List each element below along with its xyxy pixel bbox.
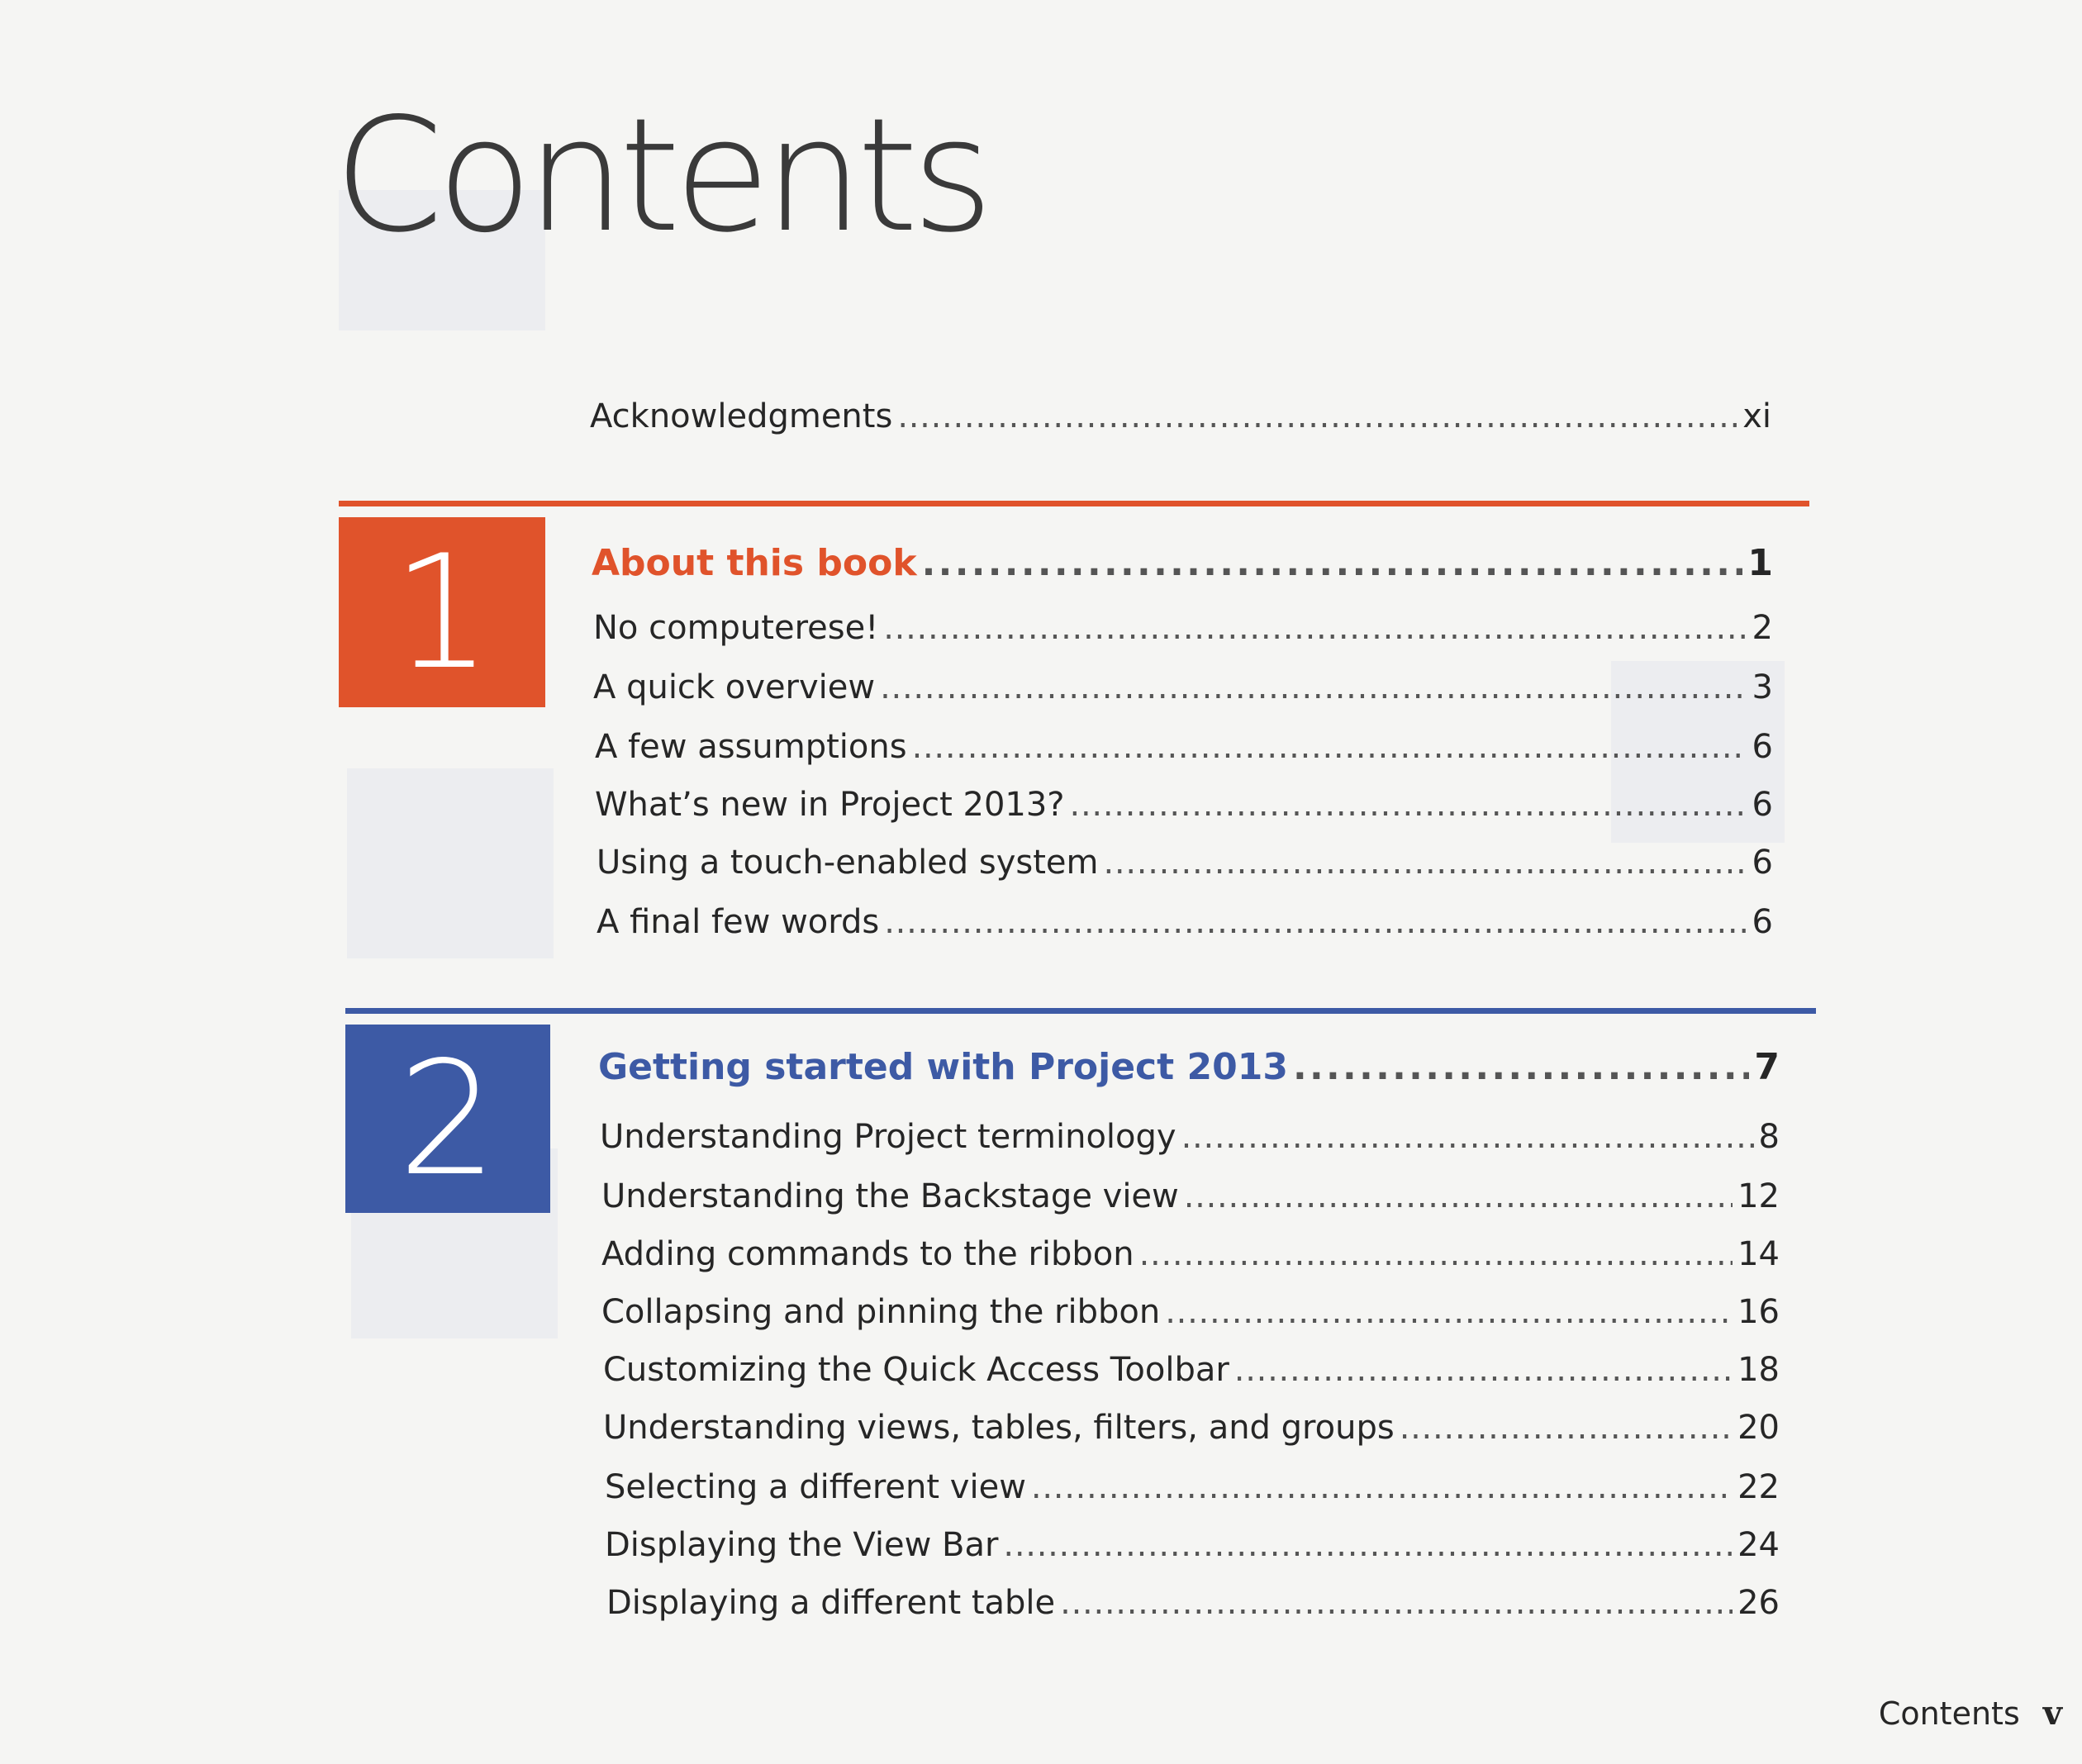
chapter-title-label: About this book — [592, 542, 917, 584]
toc-entry-page: 6 — [1752, 728, 1773, 766]
toc-entry-page: 24 — [1737, 1526, 1780, 1564]
dot-leader — [1400, 1411, 1733, 1444]
chapter-number: 2 — [397, 1027, 498, 1210]
toc-entry-page: 20 — [1737, 1409, 1780, 1447]
toc-entry-label: Using a touch-enabled system — [597, 844, 1099, 882]
toc-entry[interactable] — [597, 844, 1773, 882]
toc-entry[interactable] — [601, 1293, 1780, 1331]
toc-entry-label: Customizing the Quick Access Toolbar — [603, 1351, 1229, 1389]
toc-entry-page: 12 — [1737, 1177, 1780, 1215]
page-title: Contents — [334, 84, 987, 267]
chapter-1-rule — [339, 501, 1809, 506]
chapter-2-number-box — [345, 1025, 550, 1213]
toc-entry[interactable] — [605, 1468, 1780, 1506]
toc-entry[interactable] — [597, 903, 1773, 941]
toc-entry[interactable] — [601, 1177, 1780, 1215]
toc-entry[interactable] — [593, 668, 1773, 706]
toc-entry-acknowledgments[interactable] — [590, 397, 1771, 435]
dot-leader — [1165, 1296, 1733, 1329]
toc-entry-label: What’s new in Project 2013? — [595, 786, 1065, 824]
toc-entry[interactable] — [603, 1409, 1780, 1447]
dot-leader — [884, 906, 1747, 939]
toc-entry-label: Acknowledgments — [590, 397, 893, 435]
dot-leader — [1139, 1238, 1733, 1271]
toc-entry-page: 16 — [1737, 1293, 1780, 1331]
toc-entry-label: Understanding Project terminology — [600, 1118, 1176, 1156]
toc-entry-page: 26 — [1737, 1584, 1780, 1622]
chapter-title-label: Getting started with Project 2013 — [598, 1046, 1288, 1088]
dot-leader — [912, 730, 1747, 763]
toc-entry-label: A quick overview — [593, 668, 876, 706]
toc-entry-label: Displaying a different table — [606, 1584, 1056, 1622]
page-footer — [1879, 1694, 2062, 1733]
dot-leader — [922, 545, 1743, 582]
dot-leader — [1293, 1049, 1749, 1086]
toc-entry[interactable] — [595, 786, 1773, 824]
chapter-2-rule — [345, 1008, 1816, 1014]
toc-entry-page: 14 — [1737, 1235, 1780, 1273]
chapter-number: 1 — [392, 521, 492, 704]
toc-entry-page: xi — [1742, 397, 1771, 435]
toc-entry-label: Understanding the Backstage view — [601, 1177, 1179, 1215]
toc-entry-label: Adding commands to the ribbon — [601, 1235, 1134, 1273]
chapter-title-page: 1 — [1747, 542, 1773, 584]
toc-entry[interactable] — [603, 1351, 1780, 1389]
dot-leader — [1104, 846, 1747, 879]
toc-entry[interactable] — [605, 1526, 1780, 1564]
dot-leader — [1181, 1120, 1754, 1153]
toc-entry-label: Understanding views, tables, filters, and groups — [603, 1409, 1395, 1447]
chapter-title-page: 7 — [1754, 1046, 1780, 1088]
dot-leader — [883, 611, 1747, 644]
toc-entry[interactable] — [595, 728, 1773, 766]
toc-entry[interactable] — [600, 1118, 1780, 1156]
chapter-1-title[interactable] — [592, 542, 1773, 584]
dot-leader — [1031, 1471, 1733, 1504]
toc-entry-label: A final few words — [597, 903, 880, 941]
dot-leader — [1184, 1180, 1733, 1213]
footer-page-number: v — [2042, 1694, 2062, 1733]
toc-entry-page: 6 — [1752, 844, 1773, 882]
dot-leader — [880, 671, 1747, 704]
toc-entry-page: 6 — [1752, 903, 1773, 941]
dot-leader — [1060, 1586, 1733, 1619]
toc-entry-page: 2 — [1752, 609, 1773, 647]
chapter-1-number-box — [339, 517, 545, 707]
dot-leader — [897, 400, 1737, 433]
toc-entry-page: 6 — [1752, 786, 1773, 824]
toc-entry[interactable] — [601, 1235, 1780, 1273]
toc-entry-page: 3 — [1752, 668, 1773, 706]
dot-leader — [1070, 788, 1747, 821]
toc-entry-page: 8 — [1758, 1118, 1780, 1156]
toc-entry-label: Collapsing and pinning the ribbon — [601, 1293, 1161, 1331]
toc-entry-page: 18 — [1737, 1351, 1780, 1389]
toc-entry-label: Selecting a different view — [605, 1468, 1026, 1506]
dot-leader — [1003, 1529, 1733, 1562]
toc-entry-page: 22 — [1737, 1468, 1780, 1506]
toc-entry-label: No computerese! — [593, 609, 879, 647]
show-through-box — [347, 768, 554, 958]
dot-leader — [1234, 1353, 1733, 1386]
toc-entry[interactable] — [606, 1584, 1780, 1622]
chapter-2-title[interactable] — [598, 1046, 1780, 1088]
toc-entry[interactable] — [593, 609, 1773, 647]
footer-section-label: Contents — [1878, 1695, 2020, 1732]
toc-entry-label: Displaying the View Bar — [605, 1526, 999, 1564]
toc-entry-label: A few assumptions — [595, 728, 907, 766]
